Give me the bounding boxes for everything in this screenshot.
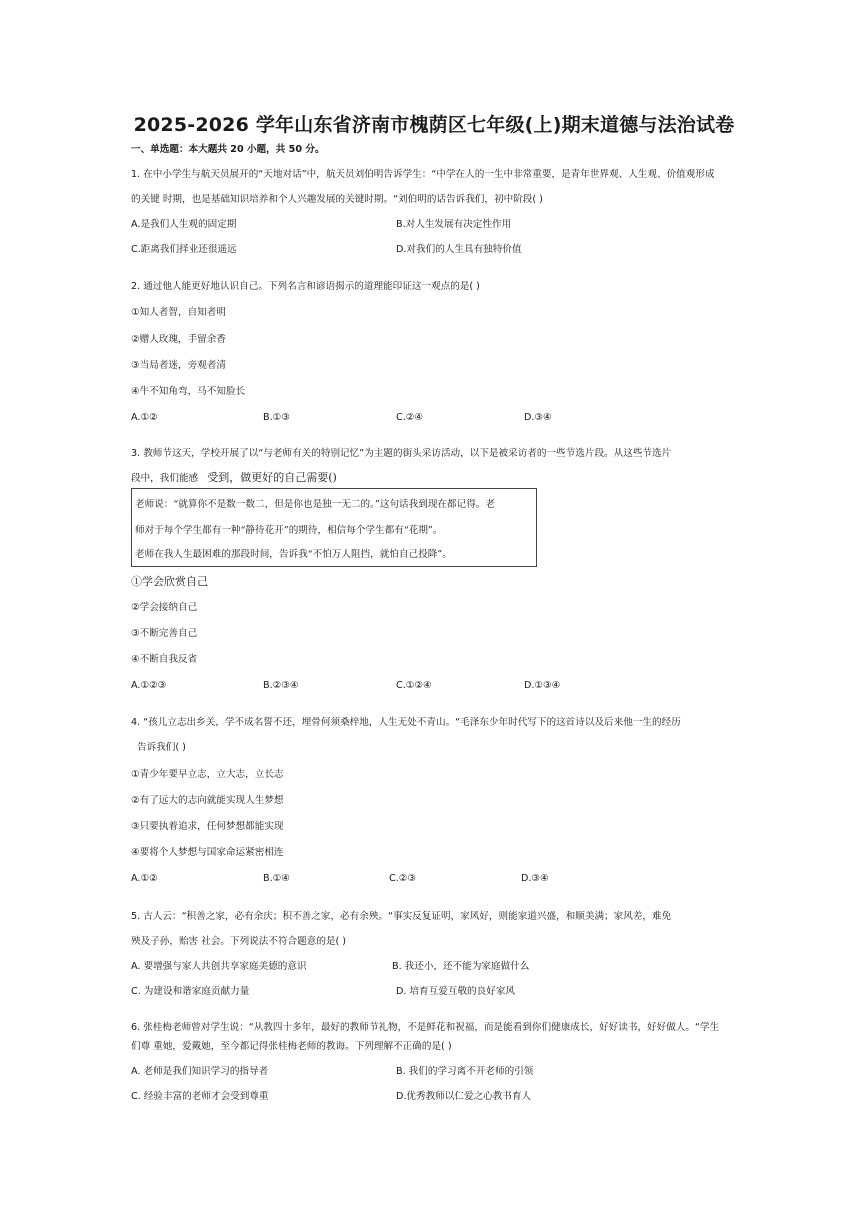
q2-item-1: ①知人者智，自知者明	[131, 307, 226, 318]
q3-item-2: ②学会接纳自己	[131, 602, 198, 613]
quote-line-3: 老师在我人生最困难的那段时间，告诉我“不怕万人阻挡，就怕自己投降”。	[135, 549, 452, 560]
q4-option-a: A.①②	[131, 873, 158, 884]
q6-stem-line2: 们尊 重她，爱戴她，至今都记得张桂梅老师的教诲。下列理解不正确的是( )	[131, 1041, 452, 1052]
q2-item-3: ③当局者迷，旁观者清	[131, 360, 226, 371]
q3-item-3: ③不断完善自己	[131, 628, 198, 639]
q2-stem: 2. 通过他人能更好地认识自己。下列名言和谚语揭示的道理能印证这一观点的是( )	[131, 281, 480, 292]
q4-stem-line2: 告诉我们( )	[137, 742, 186, 753]
q6-option-b: B. 我们的学习离不开老师的引领	[396, 1066, 534, 1077]
exam-title: 2025-2026 学年山东省济南市槐荫区七年级(上)期末道德与法治试卷	[133, 114, 735, 136]
q3-option-c: C.①②④	[396, 680, 432, 691]
q4-stem-line1: 4. “孩儿立志出乡关，学不成名誓不还，埋骨何须桑梓地，人生无处不青山。“毛泽东少年时代写下的这首诗以及后来他一生的经历	[131, 717, 681, 728]
q1-stem-line1: 1. 在中小学生与航天员展开的“天地对话”中，航天员刘伯明告诉学生：“中学在人的一生中非常重要，是青年世界观、人生观、价值观形成	[131, 169, 715, 180]
q3-stem-line2-b: 受到，做更好的自己需要()	[207, 471, 337, 484]
q5-option-d: D. 培育互爱互敬的良好家风	[396, 986, 516, 997]
interview-quote-box	[131, 488, 537, 567]
q6-stem-line1: 6. 张桂梅老师曾对学生说：“从教四十多年，最好的教师节礼物，不是鲜花和祝福，而是能看到你们健康成长，好好读书，好好做人。“学生	[131, 1022, 720, 1033]
q5-option-a: A. 要增强与家人共创共享家庭美德的意识	[131, 961, 307, 972]
section-heading: 一、单选题：本大题共 20 小题，共 50 分。	[131, 144, 325, 155]
q3-option-d: D.①③④	[524, 680, 561, 691]
q3-item-4: ④不断自我反省	[131, 654, 198, 665]
q4-item-4: ④要将个人梦想与国家命运紧密相连	[131, 847, 284, 858]
q4-option-c: C.②③	[389, 873, 416, 884]
q3-stem-line2-a: 段中，我们能感	[131, 473, 199, 484]
q5-stem-line2: 殃及子孙，贻害 社会。下列说法不符合题意的是( )	[131, 936, 347, 947]
q4-item-3: ③只要执着追求，任何梦想都能实现	[131, 821, 284, 832]
q4-item-1: ①青少年要早立志，立大志，立长志	[131, 769, 284, 780]
q4-item-2: ②有了远大的志向就能实现人生梦想	[131, 795, 284, 806]
q5-stem-line1: 5. 古人云：“积善之家，必有余庆；积不善之家，必有余殃。“事实反复证明，家风好，则能家道兴盛，和顺美满；家风差，难免	[131, 911, 672, 922]
q1-option-c: C.距离我们择业还很遥远	[131, 244, 237, 255]
q4-option-b: B.①④	[263, 873, 290, 884]
q5-option-c: C. 为建设和谐家庭贡献力量	[131, 986, 250, 997]
q2-option-b: B.①③	[263, 412, 290, 423]
q5-option-b: B. 我还小，还不能为家庭做什么	[392, 961, 530, 972]
q6-option-c: C. 经验丰富的老师才会受到尊重	[131, 1091, 269, 1102]
q3-option-a: A.①②③	[131, 680, 167, 691]
q3-stem-line1: 3. 教师节这天，学校开展了以“与老师有关的特别记忆”为主题的街头采访活动，以下是被采访者的一些节选片段。从这些节选片	[131, 448, 672, 459]
q2-option-d: D.③④	[524, 412, 552, 423]
q3-item-1: ①学会欣赏自己	[131, 575, 208, 588]
quote-line-1: 老师说：“就算你不是数一数二，但是你也是独一无二的。”这句话我到现在都记得。老	[135, 499, 495, 510]
q2-item-4: ④牛不知角弯，马不知脸长	[131, 386, 246, 397]
q6-option-a: A. 老师是我们知识学习的指导者	[131, 1066, 269, 1077]
q3-option-b: B.②③④	[263, 680, 299, 691]
q2-option-a: A.①②	[131, 412, 158, 423]
q1-option-b: B.对人生发展有决定性作用	[396, 219, 512, 230]
q1-option-d: D.对我们的人生具有独特价值	[396, 244, 522, 255]
q2-item-2: ②赠人玫瑰，手留余香	[131, 334, 226, 345]
q6-option-d: D.优秀教师以仁爱之心教书育人	[396, 1091, 532, 1102]
q1-option-a: A.是我们人生观的固定期	[131, 219, 237, 230]
q4-option-d: D.③④	[521, 873, 549, 884]
q2-option-c: C.②④	[396, 412, 423, 423]
quote-line-2: 师对于每个学生都有一种“静待花开”的期待，相信每个学生都有“花期”。	[135, 525, 443, 536]
q1-stem-line2: 的关键 时期，也是基础知识培养和个人兴趣发展的关键时期。“刘伯明的话告诉我们，初中阶段( )	[131, 194, 543, 205]
q3-stem-line2	[131, 471, 337, 486]
